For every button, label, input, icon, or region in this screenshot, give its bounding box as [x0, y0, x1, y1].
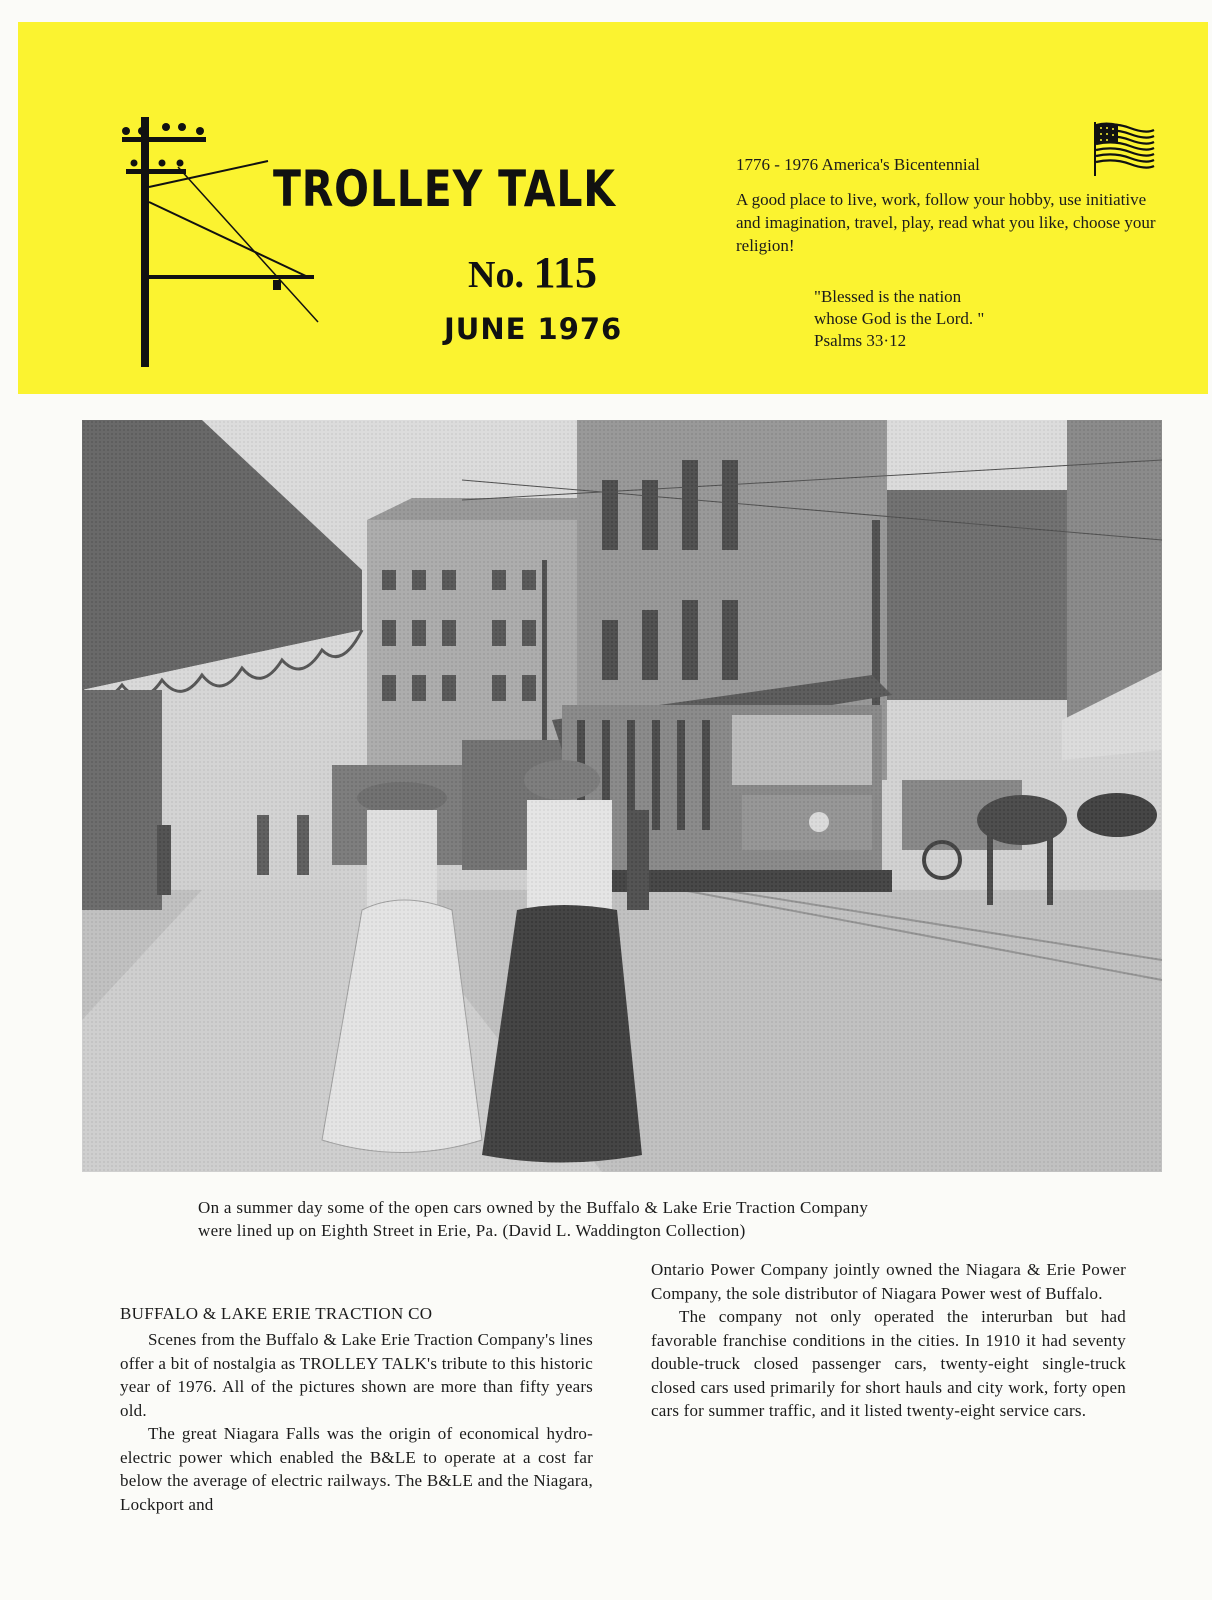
- issue-number-value: 115: [533, 248, 598, 297]
- article-paragraph-4: The company not only operated the interurban but had favorable franchise conditions in the cities. In 1910 it had seventy double-truck closed passenger cars, twenty-eight single-truck closed cars used primarily for short hauls and city work, forty open cars for summer traffic, and it listed twenty-eight service cars.: [651, 1307, 1126, 1420]
- american-flag-icon: [1092, 118, 1156, 176]
- trolley-photograph: [82, 420, 1162, 1172]
- issue-prefix: No.: [468, 254, 524, 296]
- article-right-column: [651, 1258, 1126, 1423]
- issue-date: JUNE 1976: [444, 312, 623, 346]
- magazine-title: TROLLEY TALK: [273, 160, 616, 218]
- bicentennial-line: 1776 - 1976 America's Bicentennial: [736, 155, 980, 174]
- photo-caption: [198, 1196, 1058, 1242]
- quote-line-2: whose God is the Lord. ": [814, 309, 985, 328]
- quote-reference: Psalms 33·12: [814, 331, 907, 350]
- trolley-pole-icon: [118, 117, 328, 377]
- bible-quote: [814, 286, 984, 352]
- caption-line-1: On a summer day some of the open cars owned by the Buffalo & Lake Erie Traction Company: [198, 1198, 869, 1217]
- masthead: [18, 22, 1208, 394]
- issue-number: [468, 247, 597, 298]
- street-scene-illustration: [82, 420, 1162, 1172]
- article-paragraph-2: The great Niagara Falls was the origin of economical hydro-electric power which enabled the B&LE to operate at a cost far below the average of electric railways. The B&LE and the Niagara, Lockport and: [120, 1424, 593, 1514]
- article-heading: BUFFALO & LAKE ERIE TRACTION CO: [120, 1304, 433, 1323]
- quote-line-1: "Blessed is the nation: [814, 287, 962, 306]
- article-left-column: [120, 1328, 593, 1516]
- caption-line-2: were lined up on Eighth Street in Erie, Pa. (David L. Waddington Collection): [198, 1221, 746, 1240]
- bicentennial-blurb: A good place to live, work, follow your hobby, use initiative and imagination, travel, play, read what you like, choose your religion!: [736, 190, 1156, 255]
- article-paragraph-3: Ontario Power Company jointly owned the Niagara & Erie Power Company, the sole distributor of Niagara Power west of Buffalo.: [651, 1260, 1126, 1303]
- article-paragraph-1: Scenes from the Buffalo & Lake Erie Traction Company's lines offer a bit of nostalgia as TROLLEY TALK's tribute to this historic year of 1976. All of the pictures shown are more than fifty years old.: [120, 1330, 593, 1420]
